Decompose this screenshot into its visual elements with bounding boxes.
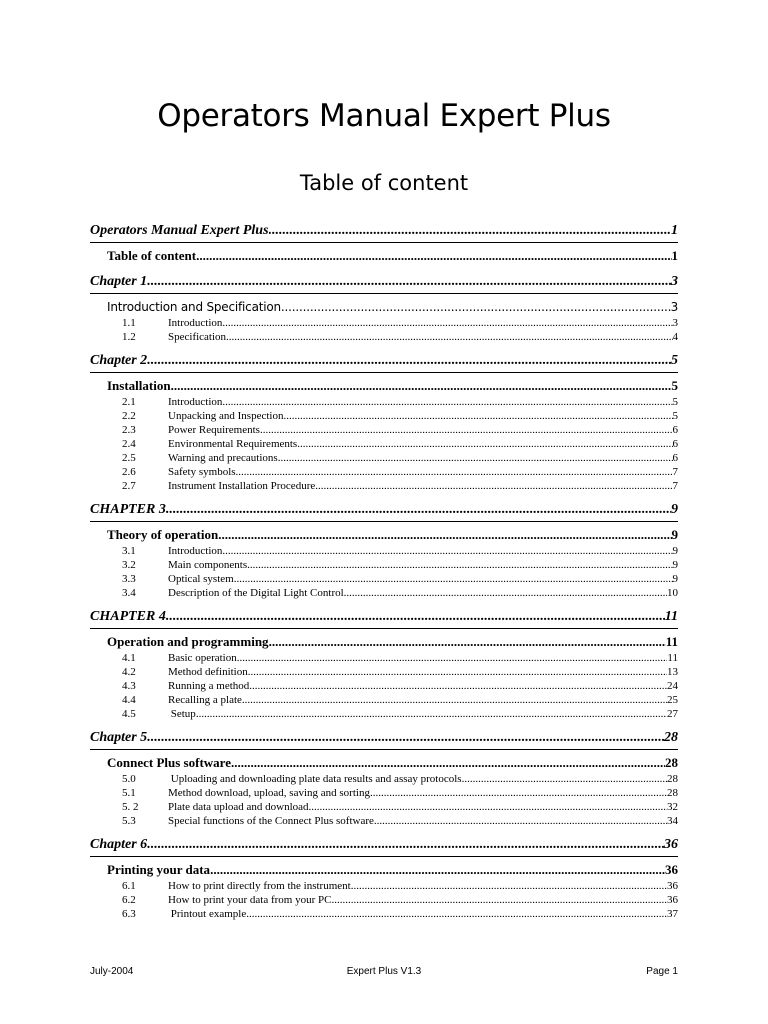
toc-subsection-entry[interactable] [90,423,678,437]
toc-entry-title: Instrument Installation Procedure [168,480,316,492]
toc-page-number: 36 [665,862,678,877]
toc-page-number: 32 [667,801,678,813]
toc-page-number: 4 [672,331,678,343]
toc-page-number: 9 [671,502,678,517]
toc-dot-leader [171,377,672,395]
toc-entry-title: Environmental Requirements [168,438,298,450]
toc-dot-leader [315,479,672,493]
toc-page-number: 36 [667,880,678,892]
toc-entry-title: How to print your data from your PC [168,894,332,906]
toc-subsection-entry[interactable] [90,558,678,572]
toc-entry-title: Chapter 6 [90,837,148,852]
toc-page-number: 28 [667,773,678,785]
toc-dot-leader [260,423,673,437]
toc-heading: Table of content [299,171,469,195]
toc-entry-title: Table of content [107,248,197,263]
toc-page-number: 25 [667,694,678,706]
toc-entry-number: 6.3 [122,908,136,920]
toc-dot-leader [147,350,671,372]
toc-dot-leader [166,606,665,628]
toc-dot-leader [196,247,671,265]
toc-dot-leader [231,754,665,772]
toc-dot-leader [246,907,667,921]
toc-page-number: 5 [671,353,678,368]
table-of-contents [90,220,678,921]
toc-entry-title: Setup [168,708,196,720]
toc-dot-leader [351,879,667,893]
toc-subsection-entry[interactable] [90,437,678,451]
toc-entry-number: 2.7 [122,480,136,492]
toc-dot-leader [278,451,673,465]
toc-page-number: 5 [672,410,678,422]
toc-entry-title: Warning and precautions [168,452,278,464]
toc-page-number: 27 [667,708,678,720]
toc-dot-leader [222,395,672,409]
toc-dot-leader [344,586,667,600]
toc-entry-number: 3.3 [122,573,136,585]
toc-entry-title: Power Requirements [168,424,260,436]
toc-subsection-entry[interactable] [90,479,678,493]
toc-entry-title: Description of the Digital Light Control [168,587,344,599]
toc-page-number: 9 [672,545,678,557]
toc-page-number: 5 [671,378,678,393]
toc-page-number: 11 [664,609,678,624]
toc-page-number: 3 [671,274,678,289]
toc-entry-number: 1.2 [122,331,136,343]
page-footer [90,966,678,982]
toc-dot-leader [462,772,667,786]
document-title: Operators Manual Expert Plus [157,98,611,134]
toc-entry-title: Method download, upload, saving and sorting [168,787,370,799]
toc-dot-leader [218,526,671,544]
toc-entry-number: 6.2 [122,894,136,906]
toc-dot-leader [166,499,671,521]
toc-dot-leader [234,572,673,586]
toc-subsection-entry[interactable] [90,465,678,479]
toc-dot-leader [222,316,672,330]
toc-dot-leader [269,633,666,651]
toc-page-number: 1 [671,248,678,263]
toc-entry-number: 2.1 [122,396,136,408]
toc-subsection-entry[interactable] [90,786,678,800]
toc-entry-title: Special functions of the Connect Plus software [168,815,374,827]
toc-dot-leader [331,893,667,907]
toc-section-entry[interactable] [90,861,678,879]
footer-date: July-2004 [90,966,134,977]
toc-entry-title: CHAPTER 4 [90,609,166,624]
toc-chapter-entry[interactable] [90,727,678,750]
toc-entry-number: 3.1 [122,545,136,557]
toc-page-number: 6 [672,452,678,464]
toc-page-number: 13 [667,666,678,678]
toc-subsection-entry[interactable] [90,651,678,665]
toc-entry-title: Unpacking and Inspection [168,410,284,422]
toc-page-number: 9 [672,559,678,571]
toc-subsection-entry[interactable] [90,879,678,893]
toc-entry-title: How to print directly from the instrument [168,880,351,892]
toc-entry-title: Chapter 1 [90,274,148,289]
toc-entry-number: 4.2 [122,666,136,678]
toc-dot-leader [226,330,672,344]
toc-entry-title: Uploading and downloading plate data results and assay protocols [168,773,462,785]
toc-subsection-entry[interactable] [90,409,678,423]
toc-entry-title: Chapter 2 [90,353,148,368]
toc-entry-title: Recalling a plate [168,694,242,706]
toc-entry-title: Introduction and Specification [107,300,281,314]
toc-chapter-entry[interactable] [90,499,678,522]
toc-dot-leader [297,437,672,451]
toc-entry-number: 5. 2 [122,801,139,813]
toc-dot-leader [281,298,671,316]
toc-entry-number: 2.4 [122,438,136,450]
toc-dot-leader [309,800,667,814]
toc-entry-number: 5.3 [122,815,136,827]
toc-subsection-entry[interactable] [90,679,678,693]
toc-entry-title: Installation [107,378,171,393]
toc-entry-title: Optical system [168,573,234,585]
toc-dot-leader [237,651,668,665]
toc-dot-leader [210,861,665,879]
toc-page-number: 11 [667,652,678,664]
toc-entry-title: Introduction [168,396,223,408]
toc-subsection-entry[interactable] [90,693,678,707]
toc-entry-title: Printing your data [107,862,211,877]
toc-subsection-entry[interactable] [90,814,678,828]
toc-subsection-entry[interactable] [90,907,678,921]
toc-dot-leader [222,544,672,558]
toc-dot-leader [269,220,671,242]
toc-subsection-entry[interactable] [90,800,678,814]
toc-entry-title: Specification [168,331,227,343]
toc-entry-number: 4.4 [122,694,136,706]
toc-page-number: 36 [667,894,678,906]
toc-subsection-entry[interactable] [90,893,678,907]
toc-entry-number: 4.5 [122,708,136,720]
toc-subsection-entry[interactable] [90,330,678,344]
toc-dot-leader [247,558,672,572]
toc-chapter-entry[interactable] [90,834,678,857]
toc-page-number: 28 [664,730,678,745]
toc-page-number: 36 [664,837,678,852]
toc-entry-title: Main components [168,559,248,571]
toc-entry-title: Chapter 5 [90,730,148,745]
toc-page-number: 3 [672,317,678,329]
footer-page-number: Page 1 [646,966,678,977]
toc-dot-leader [249,679,667,693]
toc-entry-title: Operation and programming [107,634,269,649]
footer-version: Expert Plus V1.3 [346,966,422,977]
toc-entry-title: Introduction [168,545,223,557]
toc-section-entry[interactable] [90,377,678,395]
toc-entry-title: Basic operation [168,652,237,664]
toc-entry-title: Printout example [168,908,247,920]
toc-entry-title: Operators Manual Expert Plus [90,223,269,238]
toc-chapter-entry[interactable] [90,350,678,373]
toc-dot-leader [196,707,667,721]
toc-page-number: 10 [667,587,678,599]
toc-entry-number: 2.6 [122,466,136,478]
toc-page-number: 34 [667,815,678,827]
toc-subsection-entry[interactable] [90,395,678,409]
toc-entry-number: 4.1 [122,652,136,664]
toc-dot-leader [370,786,667,800]
toc-page-number: 11 [665,634,678,649]
toc-dot-leader [283,409,672,423]
toc-page-number: 6 [672,438,678,450]
toc-dot-leader [236,465,673,479]
toc-entry-title: CHAPTER 3 [90,502,166,517]
toc-page-number: 1 [671,223,678,238]
toc-subsection-entry[interactable] [90,572,678,586]
toc-page-number: 3 [670,300,678,314]
toc-chapter-entry[interactable] [90,220,678,243]
toc-page-number: 28 [665,755,678,770]
toc-entry-number: 2.3 [122,424,136,436]
toc-entry-title: Introduction [168,317,223,329]
toc-entry-title: Plate data upload and download [168,801,309,813]
toc-section-entry[interactable] [90,526,678,544]
toc-page-number: 6 [672,424,678,436]
toc-entry-number: 4.3 [122,680,136,692]
toc-dot-leader [147,727,664,749]
toc-subsection-entry[interactable] [90,316,678,330]
toc-dot-leader [374,814,667,828]
toc-entry-number: 5.0 [122,773,136,785]
toc-page-number: 28 [667,787,678,799]
toc-page-number: 9 [672,573,678,585]
toc-dot-leader [147,271,671,293]
toc-entry-number: 2.5 [122,452,136,464]
toc-entry-number: 3.4 [122,587,136,599]
toc-entry-number: 5.1 [122,787,136,799]
toc-page-number: 5 [672,396,678,408]
toc-subsection-entry[interactable] [90,451,678,465]
toc-chapter-entry[interactable] [90,606,678,629]
toc-entry-number: 2.2 [122,410,136,422]
toc-dot-leader [248,665,667,679]
toc-subsection-entry[interactable] [90,665,678,679]
toc-subsection-entry[interactable] [90,772,678,786]
toc-dot-leader [242,693,667,707]
toc-section-entry[interactable] [90,247,678,265]
toc-page-number: 37 [667,908,678,920]
toc-entry-title: Theory of operation [107,527,219,542]
toc-section-entry[interactable] [90,754,678,772]
toc-page-number: 9 [671,527,678,542]
toc-page-number: 7 [672,466,678,478]
toc-entry-number: 3.2 [122,559,136,571]
toc-chapter-entry[interactable] [90,271,678,294]
toc-page-number: 24 [667,680,678,692]
toc-subsection-entry[interactable] [90,707,678,721]
toc-page-number: 7 [672,480,678,492]
toc-entry-title: Connect Plus software [107,755,231,770]
toc-section-entry[interactable] [90,298,678,316]
toc-subsection-entry[interactable] [90,586,678,600]
toc-entry-number: 6.1 [122,880,136,892]
toc-entry-title: Safety symbols [168,466,236,478]
toc-entry-title: Method definition [168,666,248,678]
toc-section-entry[interactable] [90,633,678,651]
toc-entry-title: Running a method [168,680,250,692]
toc-entry-number: 1.1 [122,317,136,329]
toc-dot-leader [147,834,664,856]
toc-subsection-entry[interactable] [90,544,678,558]
